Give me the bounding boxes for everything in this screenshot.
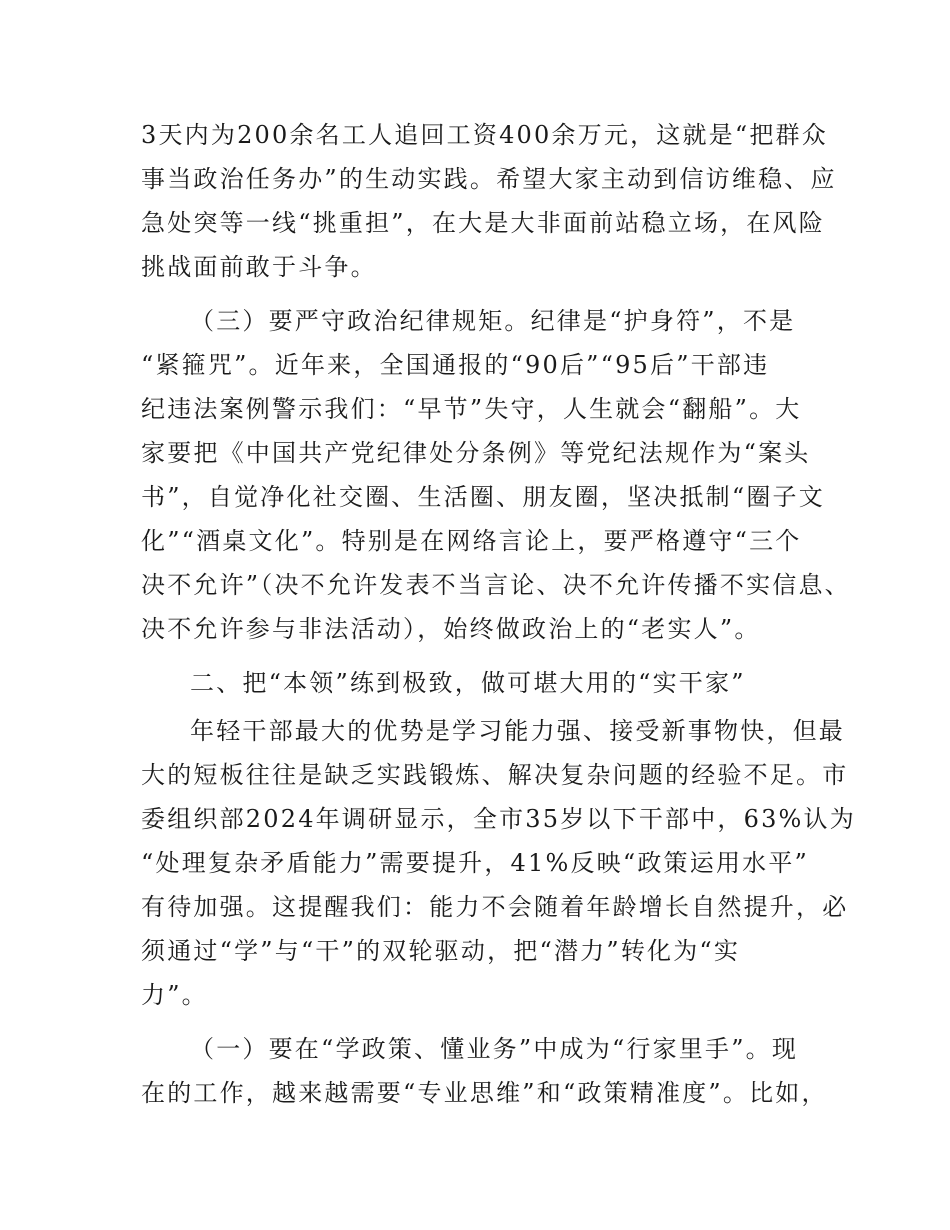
section-heading-3: （三）要严守政治纪律规矩。纪律是“护身符”，不是 (190, 307, 796, 335)
chapter-heading-2: 二、把“本领”练到极致，做可堪大用的“实干家” (190, 669, 746, 697)
text-line: 有待加强。这提醒我们：能力不会随着年龄增长自然提升，必 (141, 893, 849, 921)
text-line: “紧箍咒”。近年来，全国通报的“90后”“95后”干部违 (141, 351, 770, 379)
text-line: “处理复杂矛盾能力”需要提升，41%反映“政策运用水平” (141, 849, 810, 877)
text-line: 决不允许参与非法活动），始终做政治上的“老实人”。 (141, 615, 761, 643)
text-line: 化”“酒桌文化”。特别是在网络言论上，要严格遵守“三个 (141, 527, 802, 555)
text-line: 3天内为200余名工人追回工资400余万元，这就是“把群众 (141, 121, 828, 149)
text-line: 在的工作，越来越需要“专业思维”和“政策精准度”。比如， (141, 1079, 828, 1107)
text-line: 事当政治任务办”的生动实践。希望大家主动到信访维稳、应 (141, 165, 837, 193)
section-heading-1: （一）要在“学政策、懂业务”中成为“行家里手”。现 (190, 1035, 799, 1063)
text-line: 须通过“学”与“干”的双轮驱动，把“潜力”转化为“实 (141, 937, 741, 965)
text-line: 决不允许”（决不允许发表不当言论、决不允许传播不实信息、 (141, 571, 851, 599)
text-line: 年轻干部最大的优势是学习能力强、接受新事物快，但最 (190, 717, 845, 745)
text-line: 力”。 (141, 981, 208, 1009)
text-line: 委组织部2024年调研显示，全市35岁以下干部中，63%认为 (141, 805, 856, 833)
text-line: 书”，自觉净化社交圈、生活圈、朋友圈，坚决抵制“圈子文 (141, 483, 825, 511)
text-line: 家要把《中国共产党纪律处分条例》等党纪法规作为“案头 (141, 439, 811, 467)
text-line: 急处突等一线“挑重担”，在大是大非面前站稳立场，在风险 (141, 209, 825, 237)
text-line: 挑战面前敢于斗争。 (141, 253, 377, 281)
text-line: 纪违法案例警示我们：“早节”失守，人生就会“翻船”。大 (141, 395, 802, 423)
text-line: 大的短板往往是缺乏实践锻炼、解决复杂问题的经验不足。市 (141, 761, 849, 789)
